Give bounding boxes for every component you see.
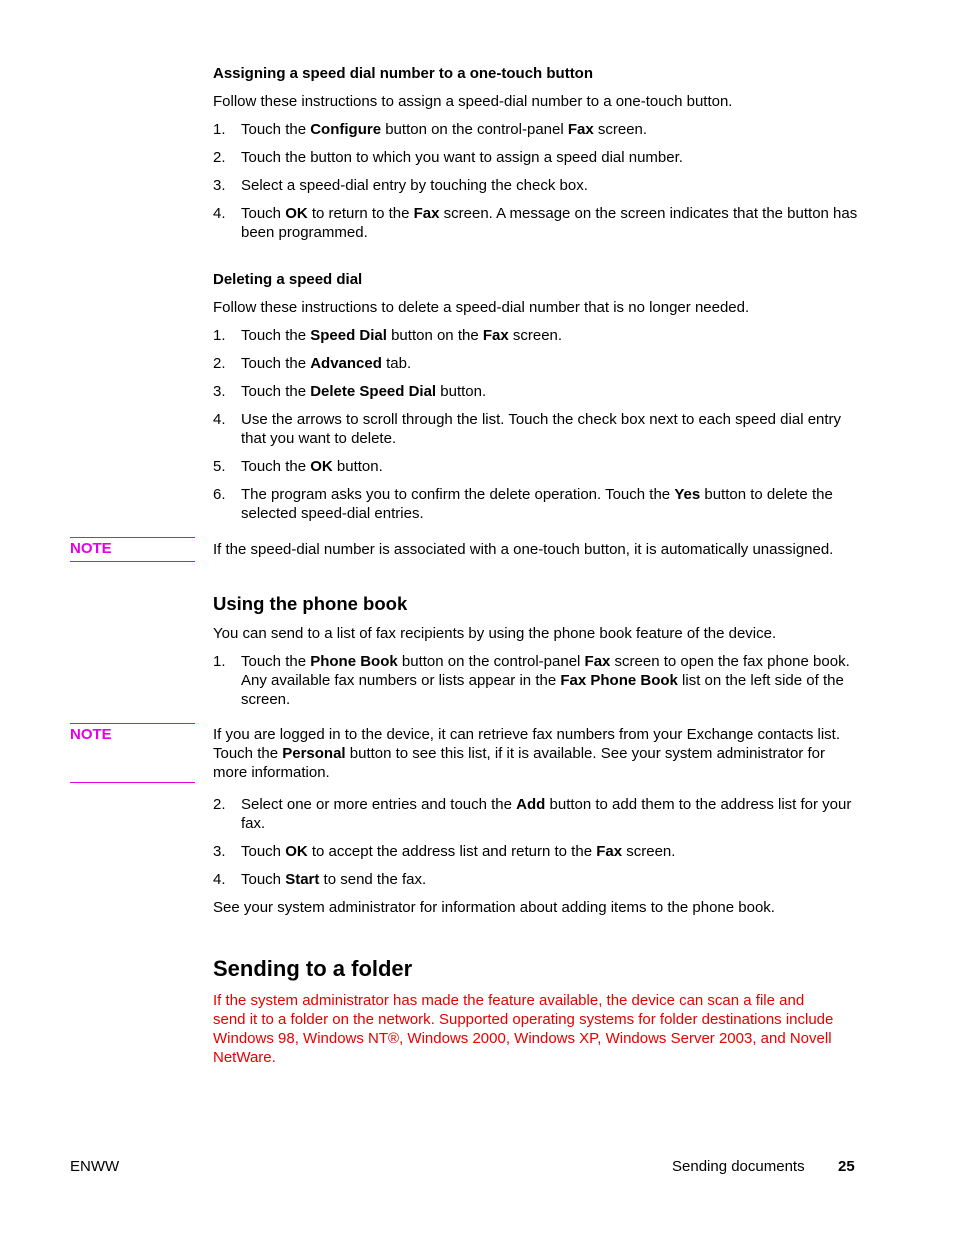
text-run: button.: [436, 383, 487, 400]
note-text: If the speed-dial number is associated with a one-touch button, it is automatically unassigned.: [213, 541, 834, 558]
phonebook-heading: Using the phone book: [213, 593, 408, 614]
step-number: 3.: [213, 843, 226, 860]
step-number: 4.: [213, 871, 226, 888]
step-text: [241, 120, 863, 139]
ui-term: Fax: [482, 327, 509, 344]
step-number: 1.: [213, 653, 226, 670]
folder-heading: Sending to a folder: [213, 956, 413, 981]
text-run: button to see this list, if it is available. See your system administrator for more information.: [213, 745, 825, 781]
note-label: NOTE: [70, 726, 112, 743]
text-run: Select a speed-dial entry by touching the check box.: [241, 177, 588, 194]
ui-term: Add: [516, 796, 546, 813]
text-run: Touch: [241, 205, 286, 222]
step-number: 3.: [213, 383, 226, 400]
step-text: [241, 457, 863, 476]
step-number: 5.: [213, 458, 226, 475]
note-label: NOTE: [70, 540, 112, 557]
step-text: [241, 485, 863, 523]
text-run: screen to open the fax phone book. Any available fax numbers or lists appear in the: [241, 653, 850, 689]
phonebook-intro: You can send to a list of fax recipients by using the phone book feature of the device.: [213, 625, 777, 642]
text-run: Touch the: [241, 327, 311, 344]
footer-section: Sending documents: [672, 1158, 805, 1175]
step-text: [241, 410, 863, 448]
ui-term: OK: [285, 843, 308, 860]
ui-term: Fax: [413, 205, 440, 222]
text-run: Touch the: [241, 383, 311, 400]
text-run: Touch the button to which you want to assign a speed dial number.: [241, 149, 683, 166]
text-run: screen. A message on the screen indicates that the button has been programmed.: [241, 205, 858, 241]
step-text: [241, 795, 863, 833]
note-top-rule: [70, 537, 195, 538]
ui-term: OK: [310, 458, 333, 475]
text-run: screen.: [508, 327, 563, 344]
note-bottom-rule: [70, 782, 195, 783]
text-run: button on the control-panel: [381, 121, 568, 138]
delete-heading: Deleting a speed dial: [213, 271, 363, 288]
step-number: 2.: [213, 796, 226, 813]
assign-intro: Follow these instructions to assign a speed-dial number to a one-touch button.: [213, 93, 733, 110]
text-run: button to delete the selected speed-dial entries.: [241, 486, 833, 522]
step-number: 2.: [213, 355, 226, 372]
text-run: tab.: [381, 355, 412, 372]
text-run: If you are logged in to the device, it can retrieve fax numbers from your Exchange contacts list. Touch the: [213, 726, 840, 762]
text-run: button to add them to the address list for your fax.: [241, 796, 852, 832]
ui-term: Start: [285, 871, 320, 888]
step-number: 3.: [213, 177, 226, 194]
text-run: Touch the: [241, 458, 311, 475]
step-number: 2.: [213, 149, 226, 166]
text-run: button.: [332, 458, 383, 475]
text-run: Use the arrows to scroll through the list. Touch the check box next to each speed dial entry that you want to delete.: [241, 411, 842, 447]
ui-term: Speed Dial: [310, 327, 387, 344]
ui-term: Delete Speed Dial: [310, 383, 437, 400]
text-run: to accept the address list and return to the: [307, 843, 597, 860]
text-run: to send the fax.: [319, 871, 427, 888]
step-text: [241, 354, 863, 373]
step-text: [241, 382, 863, 401]
note-top-rule: [70, 723, 195, 724]
step-number: 1.: [213, 327, 226, 344]
step-number: 4.: [213, 411, 226, 428]
note-text: [213, 725, 863, 782]
step-text: [241, 842, 863, 861]
ui-term: Fax: [596, 843, 623, 860]
text-run: Touch: [241, 843, 286, 860]
assign-heading: Assigning a speed dial number to a one-touch button: [213, 65, 594, 82]
step-number: 4.: [213, 205, 226, 222]
text-run: button on the: [386, 327, 483, 344]
step-text: [241, 870, 863, 889]
note-bottom-rule: [70, 561, 195, 562]
step-number: 6.: [213, 486, 226, 503]
text-run: Touch the: [241, 653, 311, 670]
ui-term: Yes: [674, 486, 701, 503]
text-run: Select one or more entries and touch the: [241, 796, 517, 813]
ui-term: OK: [285, 205, 308, 222]
text-run: screen.: [622, 843, 676, 860]
step-number: 1.: [213, 121, 226, 138]
text-run: Touch the: [241, 355, 311, 372]
ui-term: Configure: [310, 121, 382, 138]
ui-term: Phone Book: [310, 653, 398, 670]
ui-term: Fax: [584, 653, 611, 670]
text-run: list on the left side of the screen.: [241, 672, 844, 708]
text-run: button on the control-panel: [397, 653, 585, 670]
ui-term: Personal: [282, 745, 346, 762]
text-run: screen.: [593, 121, 648, 138]
step-text: [241, 148, 863, 167]
text-run: Touch: [241, 871, 286, 888]
footer-left: ENWW: [70, 1158, 120, 1175]
ui-term: Fax Phone Book: [560, 672, 678, 689]
text-run: to return to the: [307, 205, 414, 222]
text-run: Touch the: [241, 121, 311, 138]
ui-term: Fax: [567, 121, 594, 138]
step-text: [241, 652, 863, 709]
step-text: [241, 326, 863, 345]
text-run: The program asks you to confirm the delete operation. Touch the: [241, 486, 675, 503]
page-number: 25: [838, 1158, 855, 1175]
phonebook-outro: See your system administrator for information about adding items to the phone book.: [213, 899, 775, 916]
ui-term: Advanced: [310, 355, 382, 372]
delete-intro: Follow these instructions to delete a speed-dial number that is no longer needed.: [213, 299, 750, 316]
step-text: [241, 176, 863, 195]
step-text: [241, 204, 863, 242]
folder-text: If the system administrator has made the feature available, the device can scan a file and send it to a folder on the network. Supported operating systems for folder destinations include Windows 98, Windows NT®, Windows 2000, Windows XP, Windows Server 2003, and Novell NetWare.: [213, 992, 834, 1066]
